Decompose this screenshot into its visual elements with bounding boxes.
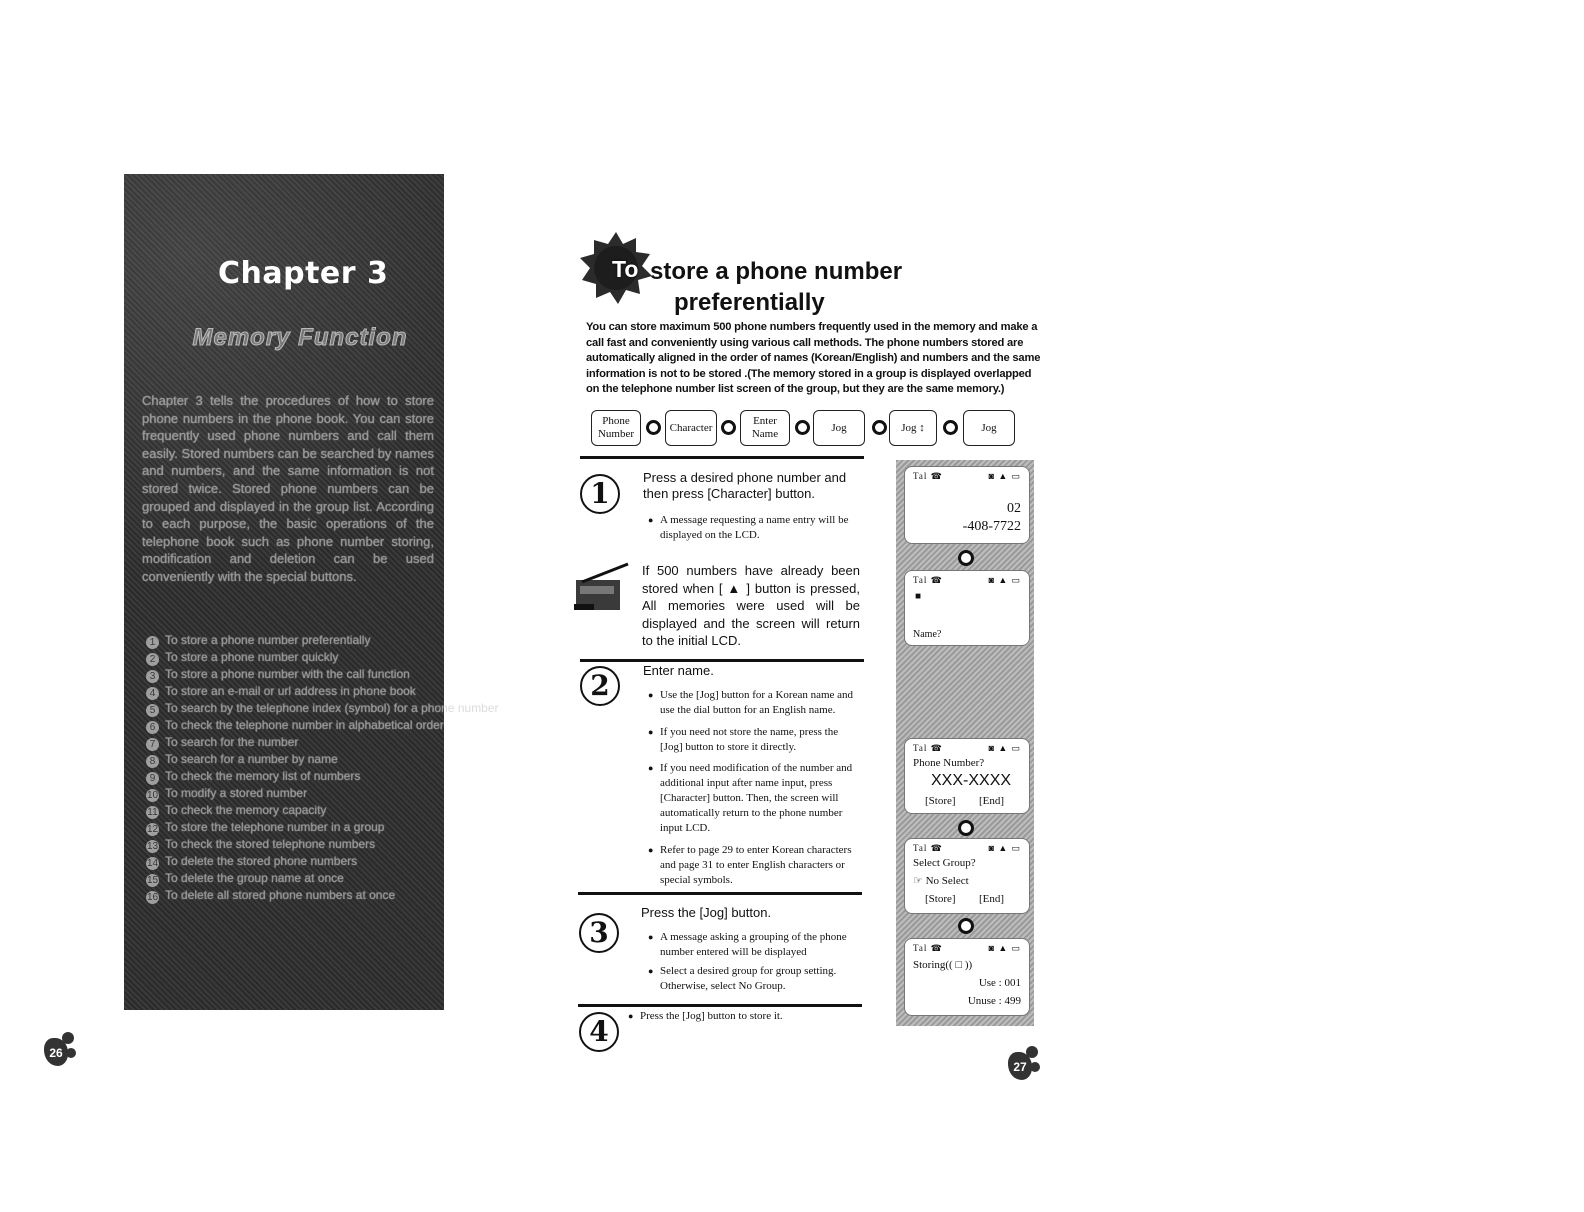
- step-divider: [580, 659, 864, 662]
- step2-bullet: ● Refer to page 29 to enter Korean characters and page 31 to enter English characters or special symbols.: [660, 843, 860, 888]
- chapter-list-item: [146, 887, 438, 904]
- item-number-badge: 10: [146, 790, 159, 801]
- lcd-screen-5: [904, 938, 1030, 1016]
- chapter-panel: [124, 174, 499, 1010]
- step-number-1: 1: [580, 474, 620, 514]
- chapter-list-item: [146, 717, 444, 734]
- step3-heading: Press the [Jog] button.: [641, 905, 772, 920]
- flow-enter-name: Enter Name: [740, 410, 790, 446]
- item-number-badge: 4: [146, 687, 159, 700]
- item-text: To search for a number by name: [165, 752, 338, 766]
- chapter-list-item: [146, 870, 438, 887]
- item-text: To check the memory capacity: [165, 803, 327, 817]
- step3-bullet: ● Select a desired group for group setting. Otherwise, select No Group.: [660, 964, 860, 994]
- page-title-line2: preferentially: [674, 289, 825, 316]
- lcd-end-softkey: [End]: [979, 795, 1005, 807]
- item-text: To delete the stored phone numbers: [165, 854, 358, 868]
- item-number-badge: 9: [146, 772, 159, 785]
- item-text: To check the memory list of numbers: [165, 769, 361, 783]
- lcd-storing-text: Storing(( □ )): [913, 959, 973, 971]
- lcd-name-prompt: Name?: [913, 629, 942, 640]
- lcd-arrow-icon: [958, 820, 974, 836]
- item-number-badge: 2: [146, 653, 159, 666]
- lcd-phone-number-title: Phone Number?: [913, 757, 985, 769]
- lcd-arrow-icon: [958, 550, 974, 566]
- flow-arrow-icon: [943, 420, 958, 435]
- item-text: To store a phone number quickly: [165, 650, 339, 664]
- lcd-screen-3: [904, 738, 1030, 814]
- title-badge: To: [612, 256, 639, 282]
- step-number-2: 2: [580, 666, 620, 706]
- chapter-subtitle: Memory Function: [192, 324, 408, 351]
- item-text: To store a phone number with the call function: [165, 667, 410, 681]
- item-number-badge: 6: [146, 721, 159, 734]
- lcd-screen-1: [904, 466, 1030, 544]
- note-hand-icon: [572, 560, 634, 616]
- lcd-select-group-title: Select Group?: [913, 857, 976, 869]
- lcd-status-bar: [913, 471, 1021, 483]
- item-number-badge: 7: [146, 738, 159, 751]
- page-title-line1: store a phone number: [650, 258, 903, 285]
- item-text: To check the telephone number in alphabetical order: [165, 718, 444, 732]
- lcd-arrow-icon: [958, 918, 974, 934]
- chapter-list-item: [146, 734, 438, 751]
- lcd-number-line2: -408-7722: [962, 519, 1021, 534]
- lcd-screen-4: [904, 838, 1030, 914]
- step-divider: [578, 892, 862, 895]
- chapter-list-item: [146, 751, 438, 768]
- step3-bullet: ● A message asking a grouping of the phone number entered will be displayed: [660, 930, 860, 960]
- flow-character: Character: [665, 410, 717, 446]
- chapter-list-item: [146, 632, 438, 649]
- battery-icon: ◙ ▲ ▭: [988, 943, 1021, 953]
- signal-icon: Tal ☎: [913, 575, 943, 585]
- item-text: To modify a stored number: [165, 786, 308, 800]
- lcd-phone-number-value: XXX-XXXX: [931, 772, 1012, 789]
- signal-icon: Tal ☎: [913, 843, 943, 853]
- chapter-list-item: [146, 768, 438, 785]
- lcd-store-softkey: [Store]: [925, 795, 956, 807]
- step-divider: [578, 1004, 862, 1007]
- page-title: [650, 256, 902, 318]
- item-number-badge: 16: [146, 892, 159, 903]
- lcd-unuse-count: Unuse : 499: [967, 995, 1021, 1007]
- signal-icon: Tal ☎: [913, 943, 943, 953]
- lcd-screen-2: [904, 570, 1030, 646]
- item-number-badge: 3: [146, 670, 159, 683]
- chapter-list-item: [146, 649, 438, 666]
- flow-arrow-icon: [872, 420, 887, 435]
- item-number-badge: 12: [146, 824, 159, 835]
- step2-bullet: ● Use the [Jog] button for a Korean name and use the dial button for an English name.: [660, 688, 860, 718]
- battery-icon: ◙ ▲ ▭: [988, 843, 1021, 853]
- item-text: To delete all stored phone numbers at once: [165, 888, 396, 902]
- chapter-list-item: [146, 853, 438, 870]
- step2-bullet: ● If you need not store the name, press the [Jog] button to store it directly.: [660, 725, 860, 755]
- lcd-group-option: ☞ No Select: [913, 875, 969, 887]
- lcd-cursor: ■: [915, 591, 922, 602]
- step4-text: ● Press the [Jog] button to store it.: [640, 1009, 860, 1024]
- step-divider: [580, 456, 864, 459]
- page-number-left: [42, 1032, 78, 1072]
- chapter-list-item: [146, 785, 438, 802]
- battery-icon: ◙ ▲ ▭: [988, 575, 1021, 585]
- item-text: To store the telephone number in a group: [165, 820, 385, 834]
- item-text: To search for the number: [165, 735, 299, 749]
- signal-icon: Tal ☎: [913, 471, 943, 481]
- lcd-store-softkey: [Store]: [925, 893, 956, 905]
- step1-heading: Press a desired phone number and then press [Character] button.: [643, 470, 847, 501]
- flow-jog-updown: Jog ↕: [889, 410, 937, 446]
- flow-arrow-icon: [721, 420, 736, 435]
- chapter-list-item: [146, 819, 438, 836]
- note-text: If 500 numbers have already been stored when [ ▲ ] button is pressed, All memories were used will be displayed and the screen will return to the initial LCD.: [642, 563, 860, 649]
- step2-bullet: ● If you need modification of the number and additional input after name input, press [Character] button. Then, the screen will automatically return to the phone number input LCD.: [660, 761, 860, 836]
- step1-bullet: ● A message requesting a name entry will be displayed on the LCD.: [660, 513, 860, 543]
- chapter-list-item: [146, 683, 438, 700]
- chapter-contents-list: [146, 632, 499, 904]
- item-text: To search by the telephone index (symbol) for a phone number: [165, 701, 499, 715]
- step2-heading: Enter name.: [643, 663, 714, 678]
- page-number-text: 27: [1013, 1060, 1027, 1074]
- signal-icon: Tal ☎: [913, 743, 943, 753]
- flow-jog-final: Jog: [963, 410, 1015, 446]
- item-number-badge: 15: [146, 875, 159, 886]
- intro-paragraph: You can store maximum 500 phone numbers frequently used in the memory and make a call fast and conveniently using various call methods. The phone numbers stored are automatically aligned in the order of names (Korean/English) and numbers and the same information is not to be stored .(The memory stored in a group is displayed overlapped on the telephone number list screen of the group, but they are the same memory.): [586, 321, 1041, 396]
- flow-phone-number: Phone Number: [591, 410, 641, 446]
- lcd-number-line1: 02: [1007, 501, 1021, 516]
- lcd-end-softkey: [End]: [979, 893, 1005, 905]
- item-text: To check the stored telephone numbers: [165, 837, 376, 851]
- item-number-badge: 1: [146, 636, 159, 649]
- item-number-badge: 11: [147, 807, 158, 818]
- chapter-title: Chapter 3: [218, 256, 389, 291]
- chapter-list-item: [146, 836, 438, 853]
- flow-arrow-icon: [795, 420, 810, 435]
- battery-icon: ◙ ▲ ▭: [988, 743, 1021, 753]
- chapter-list-item: [146, 802, 438, 819]
- chapter-list-item: [146, 700, 499, 717]
- battery-icon: ◙ ▲ ▭: [988, 471, 1021, 481]
- item-number-badge: 5: [146, 704, 159, 717]
- procedure-flow: [591, 410, 1021, 452]
- item-number-badge: 8: [146, 755, 159, 768]
- item-number-badge: 14: [146, 858, 159, 869]
- flow-arrow-icon: [646, 420, 661, 435]
- chapter-list-item: [146, 666, 438, 683]
- item-text: To delete the group name at once: [165, 871, 344, 885]
- page-number-right: [1006, 1046, 1042, 1086]
- item-number-badge: 13: [146, 841, 159, 852]
- step-number-3: 3: [579, 913, 619, 953]
- flow-jog: Jog: [813, 410, 865, 446]
- lcd-use-count: Use : 001: [978, 977, 1021, 989]
- chapter-intro: Chapter 3 tells the procedures of how to store phone numbers in the phone book. You can store frequently used phone numbers and call them easily. Stored numbers can be searched by names and numbers, and the same information is not stored twice. Stored phone numbers can be grouped and displayed in the group list. According to each purpose, the basic operations of the telephone book such as phone number storing, modification and deletion can be used conveniently with the special buttons.: [142, 393, 434, 584]
- step-number-4: 4: [579, 1012, 619, 1052]
- page-number-text: 26: [49, 1046, 63, 1060]
- item-text: To store an e-mail or url address in phone book: [165, 684, 416, 698]
- item-text: To store a phone number preferentially: [165, 633, 371, 647]
